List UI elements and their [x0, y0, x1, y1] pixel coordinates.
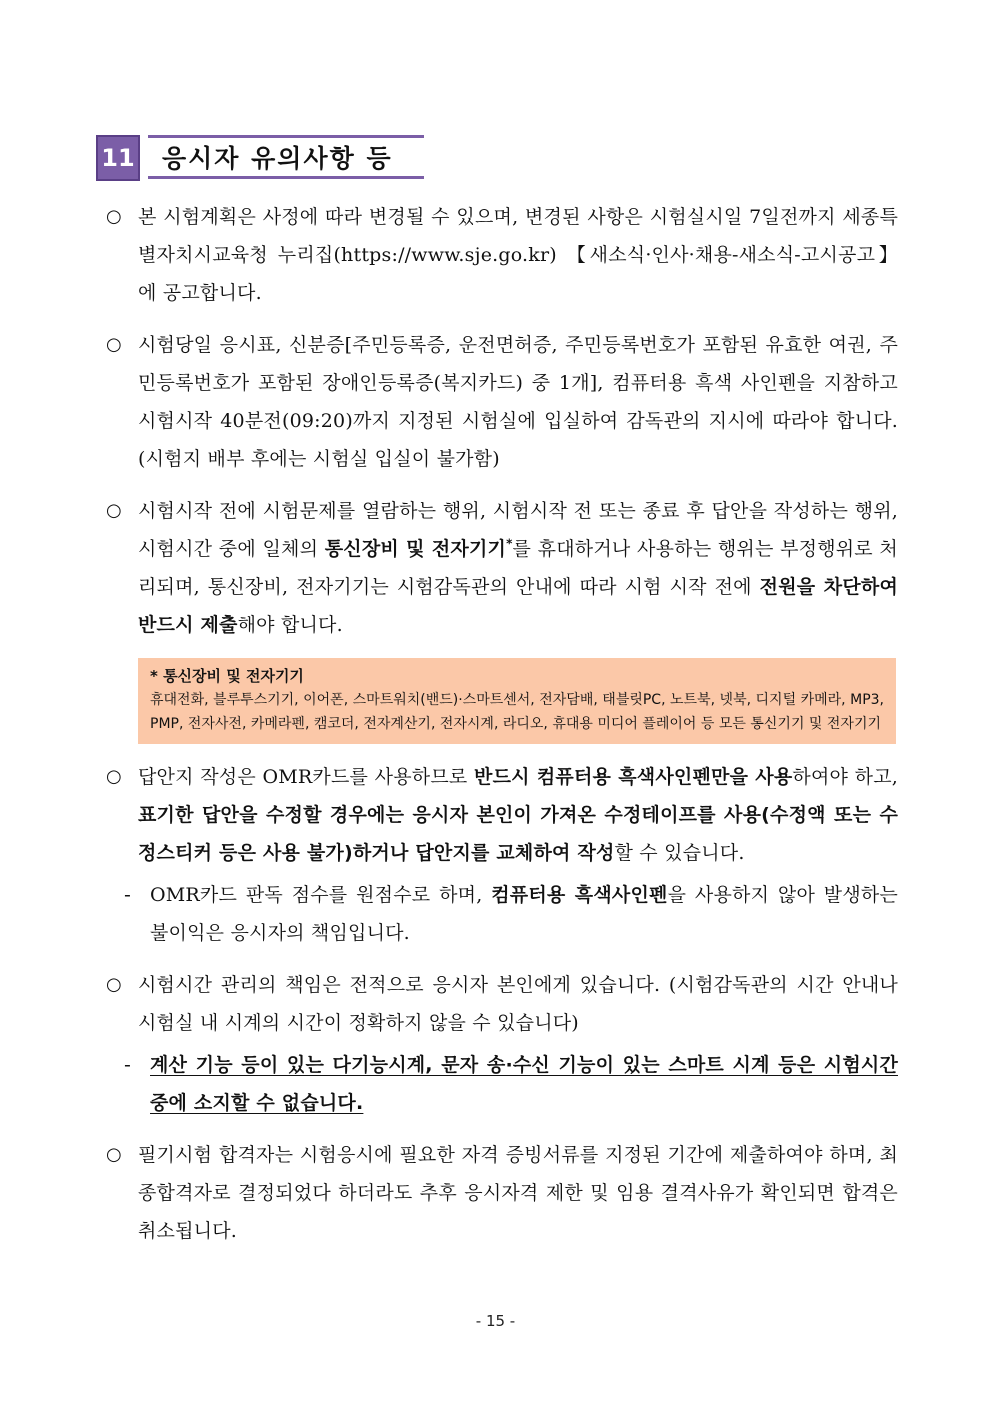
bold-text-devices: 통신장비 및 전자기기 [324, 538, 507, 560]
text-run: 해야 합니다. [237, 614, 343, 636]
text-run: 시험시작 전에 시험문제를 열람하는 행위, 시험시작 전 또는 종료 후 답안을 작성하는 행위, 시험시간 중에 일체의 [138, 500, 898, 560]
text-run: 하여야 하고, [792, 766, 899, 788]
note-title: * 통신장비 및 전자기기 [150, 667, 304, 685]
circle-bullet-icon: ○ [106, 1144, 122, 1165]
text-run: OMR카드 판독 점수를 원점수로 하며, [150, 884, 492, 906]
notice-text: 시험시간 관리의 책임은 전적으로 응시자 본인에게 있습니다. (시험감독관의 시간 안내나 시험실 내 시계의 시간이 정확하지 않을 수 있습니다) [138, 974, 898, 1034]
note-body: 휴대전화, 블루투스기기, 이어폰, 스마트워치(밴드)·스마트센서, 전자담배, 태블릿PC, 노트북, 넷북, 디지털 카메라, MP3, PMP, 전자사전, 카메라펜, 캠코더, 전자계산기, 전자시계, 라디오, 휴대용 미디어 플레이어 등 모든 통신기기 및 전자기기 [150, 692, 884, 732]
sub-text [150, 876, 898, 952]
notice-text: 시험당일 응시표, 신분증[주민등록증, 운전면허증, 주민등록번호가 포함된 유효한 여권, 주민등록번호가 포함된 장애인등록증(복지카드) 중 1개], 컴퓨터용 흑색 사인펜을 지참하고 시험시작 40분전(09:20)까지 지정된 시험실에 입실하여 감독관의 지시에 따라야 합니다. (시험지 배부 후에는 시험실 입실이 불가함) [138, 334, 898, 470]
text-run: 답안지 작성은 OMR카드를 사용하므로 [138, 766, 475, 788]
notice-item-schedule-change [106, 198, 898, 312]
notice-item-cheating [106, 492, 898, 644]
sub-text-underlined: 계산 기능 등이 있는 다기능시계, 문자 송·수신 기능이 있는 스마트 시계 등은 시험시간 중에 소지할 수 없습니다. [150, 1054, 898, 1114]
notice-item-time [106, 966, 898, 1042]
bold-text-power-off: 전원을 차단하여 반드시 제출 [138, 576, 898, 636]
bold-text-pen: 반드시 컴퓨터용 흑색사인펜만을 사용 [474, 766, 793, 788]
notice-content [106, 198, 898, 1264]
notice-text: 필기시험 합격자는 시험응시에 필요한 자격 증빙서류를 지정된 기간에 제출하여야 하며, 최종합격자로 결정되었다 하더라도 추후 응시자격 제한 및 임용 결격사유가 확인되면 합격은 취소됩니다. [138, 1144, 898, 1242]
notice-text [138, 758, 898, 872]
footnote-marker: * [506, 536, 513, 551]
notice-item-omr [106, 758, 898, 872]
dash-bullet-icon: - [124, 884, 131, 906]
circle-bullet-icon: ○ [106, 334, 122, 355]
section-number: 11 [96, 135, 140, 181]
circle-bullet-icon: ○ [106, 766, 122, 787]
notice-item-exam-day [106, 326, 898, 478]
dash-bullet-icon: - [124, 1054, 131, 1076]
circle-bullet-icon: ○ [106, 974, 122, 995]
section-header [96, 135, 426, 181]
sub-item-smart-watch [106, 1046, 898, 1122]
devices-note-box [138, 658, 896, 744]
sub-item-omr-score [106, 876, 898, 952]
bold-text-pen: 컴퓨터용 흑색사인펜 [491, 884, 668, 906]
bold-text-correction: 표기한 답안을 수정할 경우에는 응시자 본인이 가져온 수정테이프를 사용(수정액 또는 수정스티커 등은 사용 불가)하거나 답안지를 교체하여 작성 [138, 804, 898, 864]
section-title: 응시자 유의사항 등 [162, 144, 393, 173]
section-title-box [148, 135, 424, 179]
text-run: 할 수 있습니다. [614, 842, 745, 864]
page-number: - 15 - [475, 1312, 516, 1330]
text-run: 을 사용하지 않아 발생하는 불이익은 응시자의 책임입니다. [150, 884, 898, 944]
text-run: 를 휴대하거나 사용하는 행위는 부정행위로 처리되며, 통신장비, 전자기기는 시험감독관의 안내에 따라 시험 시작 전에 [138, 538, 898, 598]
notice-text: 본 시험계획은 사정에 따라 변경될 수 있으며, 변경된 사항은 시험실시일 7일전까지 세종특별자치시교육청 누리집(https://www.sje.go.kr) 【새소식·인사·채용-새소식-고시공고】에 공고합니다. [138, 206, 898, 304]
notice-text [138, 492, 898, 644]
circle-bullet-icon: ○ [106, 206, 122, 227]
notice-item-documents [106, 1136, 898, 1250]
circle-bullet-icon: ○ [106, 500, 122, 521]
